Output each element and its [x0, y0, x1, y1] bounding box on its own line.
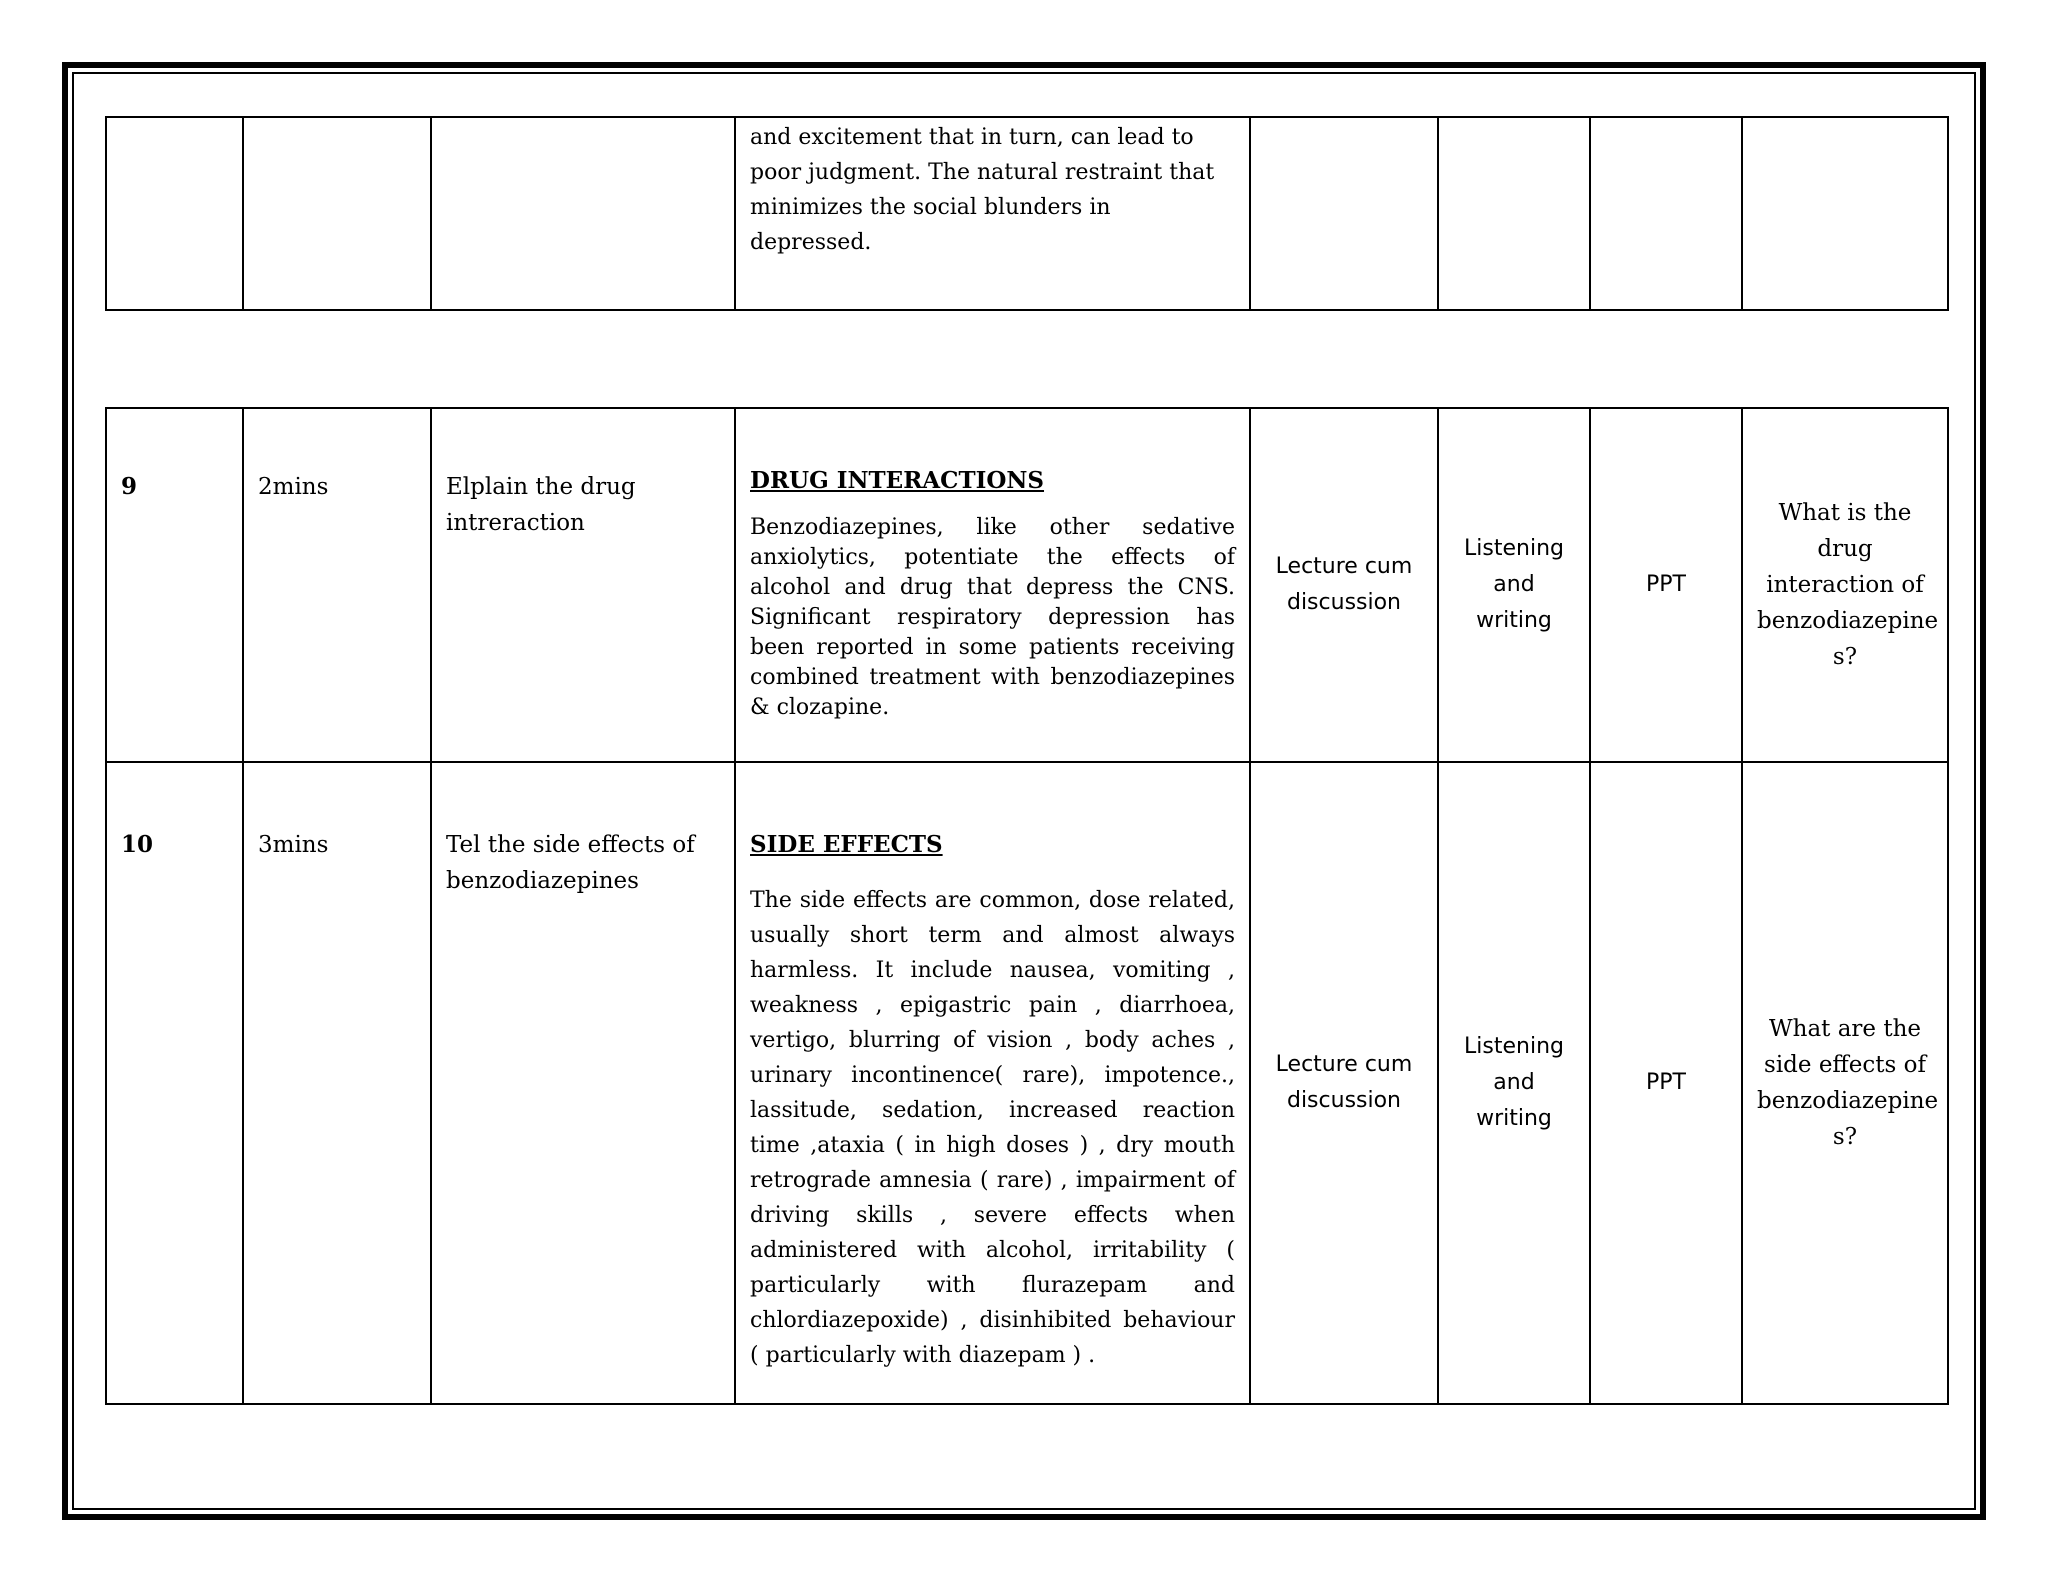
cell-content	[735, 762, 1250, 1404]
learning-activity: Listening and writing	[1464, 536, 1564, 633]
cell-number	[106, 762, 243, 1404]
cell-activity	[1438, 762, 1590, 1404]
row-number: 10	[121, 831, 154, 858]
cell-objective	[431, 408, 735, 762]
table-row	[106, 408, 1948, 762]
table-row	[106, 117, 1948, 310]
table-row	[106, 762, 1948, 1404]
row-objective: Tel the side effects of benzodiazepines	[446, 832, 695, 894]
lesson-plan-table-continuation	[105, 116, 1949, 311]
av-aid: PPT	[1646, 1070, 1686, 1095]
av-aid: PPT	[1646, 572, 1686, 597]
content-text: Benzodiazepines, like other sedative anxiolytics, potentiate the effects of alcohol and drug that depress the CNS. Significant respiratory depression has been reported in some patients receiving combined treatment with benzodiazepines & clozapine.	[750, 515, 1235, 720]
evaluation-question: What are the side effects of benzodiazepine s?	[1757, 1016, 1939, 1150]
row-number: 9	[121, 473, 138, 500]
cell-time	[243, 762, 431, 1404]
cell-activity	[1438, 408, 1590, 762]
cell-objective	[431, 762, 735, 1404]
section-heading: DRUG INTERACTIONS	[750, 467, 1045, 494]
cell-evaluation	[1742, 408, 1948, 762]
cell-method	[1250, 117, 1438, 310]
evaluation-question: What is the drug interaction of benzodiazepine s?	[1757, 500, 1939, 670]
cell-objective	[431, 117, 735, 310]
row-objective: Elplain the drug intreraction	[446, 474, 636, 536]
cell-method	[1250, 408, 1438, 762]
teaching-method: Lecture cum discussion	[1275, 554, 1413, 615]
cell-aid	[1590, 762, 1742, 1404]
cell-aid	[1590, 408, 1742, 762]
cell-time	[243, 117, 431, 310]
cell-time	[243, 408, 431, 762]
cell-number	[106, 408, 243, 762]
cell-evaluation	[1742, 762, 1948, 1404]
cell-content	[735, 117, 1250, 310]
content-text: and excitement that in turn, can lead to poor judgment. The natural restraint that minimizes the social blunders in depressed.	[750, 125, 1215, 255]
cell-method	[1250, 762, 1438, 1404]
cell-evaluation	[1742, 117, 1948, 310]
learning-activity: Listening and writing	[1464, 1034, 1564, 1131]
section-heading: SIDE EFFECTS	[750, 831, 943, 858]
lesson-plan-table	[105, 407, 1949, 1405]
row-time: 2mins	[258, 474, 329, 500]
teaching-method: Lecture cum discussion	[1275, 1052, 1413, 1113]
row-time: 3mins	[258, 832, 329, 858]
cell-number	[106, 117, 243, 310]
cell-activity	[1438, 117, 1590, 310]
content-text: The side effects are common, dose related, usually short term and almost always harmless. It include nausea, vomiting , weakness , epigastric pain , diarrhoea, vertigo, blurring of vision , body aches , urinary incontinence( rare), impotence., lassitude, sedation, increased reaction time ,ataxia ( in high doses ) , dry mouth retrograde amnesia ( rare) , impairment of driving skills , severe effects when administered with alcohol, irritability ( particularly with flurazepam and chlordiazepoxide) , disinhibited behaviour ( particularly with diazepam ) .	[750, 888, 1235, 1368]
cell-content	[735, 408, 1250, 762]
cell-aid	[1590, 117, 1742, 310]
